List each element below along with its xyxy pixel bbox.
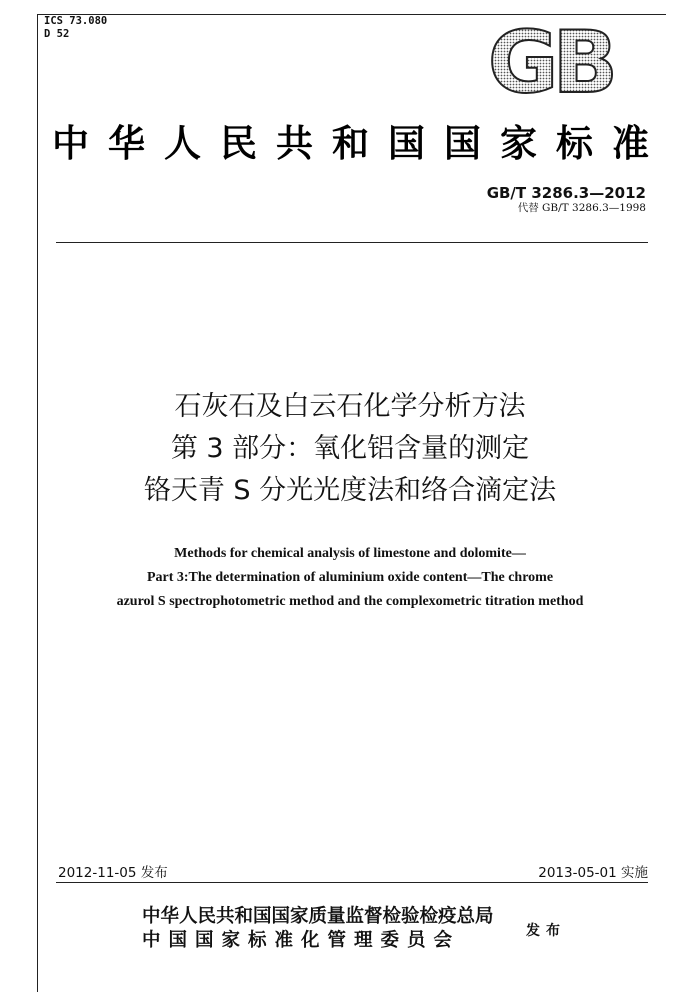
issuing-authorities <box>142 905 494 953</box>
issue-date: 2012-11-05 发布 <box>58 865 168 881</box>
chinese-title-line-2: 第 3 部分：氧化铝含量的测定 <box>170 433 530 464</box>
publish-label: 发布 <box>526 923 566 939</box>
ics-code: ICS 73.080 <box>44 15 108 27</box>
chinese-title <box>40 386 660 512</box>
classification-codes <box>44 15 107 41</box>
replaces-standard: 代替 GB/T 3286.3—1998 <box>517 202 646 214</box>
chinese-title-line-3: 铬天青 S 分光光度法和络合滴定法 <box>143 475 557 506</box>
standard-name: 中华人民共和国国家标准 <box>52 121 668 165</box>
english-title <box>40 542 660 614</box>
gb-logo-text: GB <box>487 20 613 100</box>
dates-row <box>56 861 648 881</box>
implementation-date: 2013-05-01 实施 <box>538 865 648 881</box>
standard-number-block <box>487 184 646 215</box>
english-title-line-2: Part 3:The determination of aluminium oxide content—The chrome <box>146 570 554 585</box>
issuer-sac: 中国国家标准化管理委员会 <box>142 930 461 951</box>
english-title-line-3: azurol S spectrophotometric method and the complexometric titration method <box>116 594 584 609</box>
english-title-line-1: Methods for chemical analysis of limestone and dolomite— <box>174 546 526 561</box>
ccs-code: D 52 <box>44 28 70 40</box>
bottom-divider <box>56 882 648 883</box>
top-divider <box>56 242 648 243</box>
issuer-aqsiq: 中华人民共和国国家质量监督检验检疫总局 <box>142 906 494 927</box>
gb-logo <box>470 20 630 100</box>
standard-number: GB/T 3286.3—2012 <box>486 184 646 202</box>
chinese-title-line-1: 石灰石及白云石化学分析方法 <box>174 391 526 422</box>
